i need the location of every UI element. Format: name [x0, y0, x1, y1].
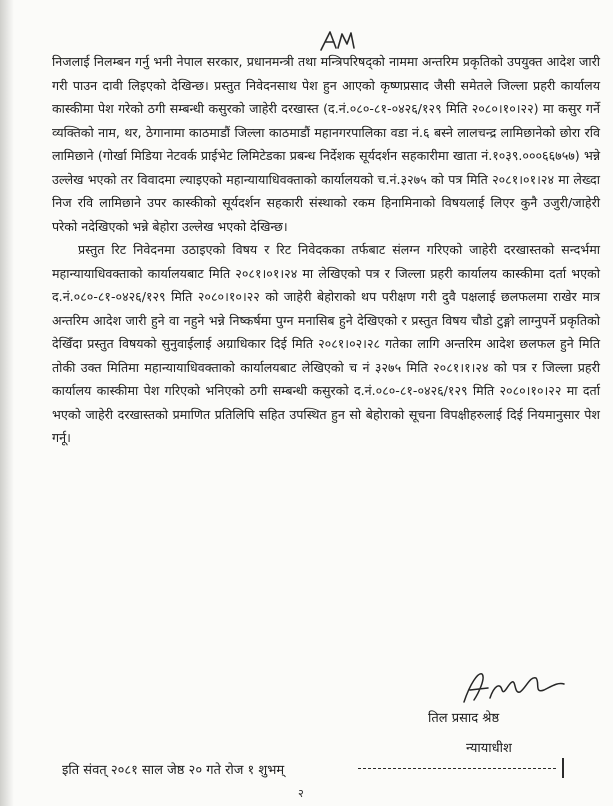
scan-edge-shadow [0, 0, 14, 806]
judge-name: तिल प्रसाद श्रेष्ठ [428, 711, 500, 726]
closing-end-mark [562, 758, 564, 778]
judge-title: न्यायाधीश [466, 741, 512, 756]
closing-dash-line [358, 768, 556, 769]
paragraph-2: प्रस्तुत रिट निवेदनमा उठाइएको विषय र रिट निवेदकका तर्फबाट संलग्न गरिएको जाहेरी दरखास्तको सन्दर्भमा महान्यायाधिवक्ताको कार्यालयबाट मिति २०८१।०१।२४ मा लेखिएको पत्र र जिल्ला प्रहरी कार्यालय कास्कीमा दर्ता भएको द.नं.०८०-८१-०४२६/१२९ मिति २०८०।१०।२२ को जाहेरी बेहोराको थप परीक्षण गरी दुवै पक्षलाई छलफलमा राखेर मात्र अन्तरिम आदेश जारी हुने वा नहुने भन्ने निष्कर्षमा पुग्न मनासिब हुने देखिएको र प्रस्तुत विषय चौडो टुङ्गो लाग्नुपर्ने प्रकृतिको देखिँदा प्रस्तुत विषयको सुनुवाईलाई अग्राधिकार दिई मिति २०८१।०२।२८ गतेका लागि अन्तरिम आदेश छलफल हुने मिति तोकी उक्त मितिमा महान्यायाधिवक्ताको कार्यालयबाट लेखिएको च नं ३२७५ मिति २०८१।१।२४ को पत्र र जिल्ला प्रहरी कार्यालय कास्कीमा पेश गरिएको भनिएको ठगी सम्बन्धी कसुरको द.नं.०८०-८१-०४२६/१२९ मिति २०८०।१०।२२ मा दर्ता भएको जाहेरी दरखास्तको प्रमाणित प्रतिलिपि सहित उपस्थित हुन सो बेहोराको सूचना विपक्षीहरुलाई दिई नियमानुसार पेश गर्नू। [52, 242, 600, 445]
order-body [52, 50, 600, 450]
paragraph-1: निजलाई निलम्बन गर्नु भनी नेपाल सरकार, प्रधानमन्त्री तथा मन्त्रिपरिषद्‌को नाममा अन्तरिम प्रकृतिको उपयुक्त आदेश जारी गरी पाउन दावी लिइएको देखिन्छ। प्रस्तुत निवेदनसाथ पेश हुन आएको कृष्णप्रसाद जैसी समेतले जिल्ला प्रहरी कार्यालय कास्कीमा पेश गरेको ठगी सम्बन्धी कसुरको जाहेरी दरखास्त (द.नं.०८०-८१-०४२६/१२९ मिति २०८०।१०।२२) मा कसुर गर्ने व्यक्तिको नाम, थर, ठेगानामा काठमाडौं जिल्ला काठमाडौं महानगरपालिका वडा नं.६ बस्ने लालचन्द्र लामिछानेको छोरा रवि लामिछाने (गोर्खा मिडिया नेटवर्क प्राईभेट लिमिटेडका प्रबन्ध निर्देशक सूर्यदर्शन सहकारीमा खाता नं.१०३९.०००६६७५७) भन्ने उल्लेख भएको तर विवादमा ल्याइएको महान्यायाधिवक्ताको कार्यालयको च.नं.३२७५ को पत्र मिति २०८१।०१।२४ मा लेख्दा निज रवि लामिछाने उपर कास्कीको सूर्यदर्शन सहकारी संस्थाको रकम हिनामिनाको विषयलाई लिएर कुनै उजुरी/जाहेरी परेको नदेखिएको भन्ने बेहोरा उल्लेख भएको देखिन्छ। [52, 54, 600, 234]
closing-date-line: इति संवत् २०८१ साल जेष्ठ २० गते रोज १ शुभम् [62, 763, 285, 778]
judge-signature [460, 664, 568, 710]
page-number: २ [298, 787, 304, 800]
